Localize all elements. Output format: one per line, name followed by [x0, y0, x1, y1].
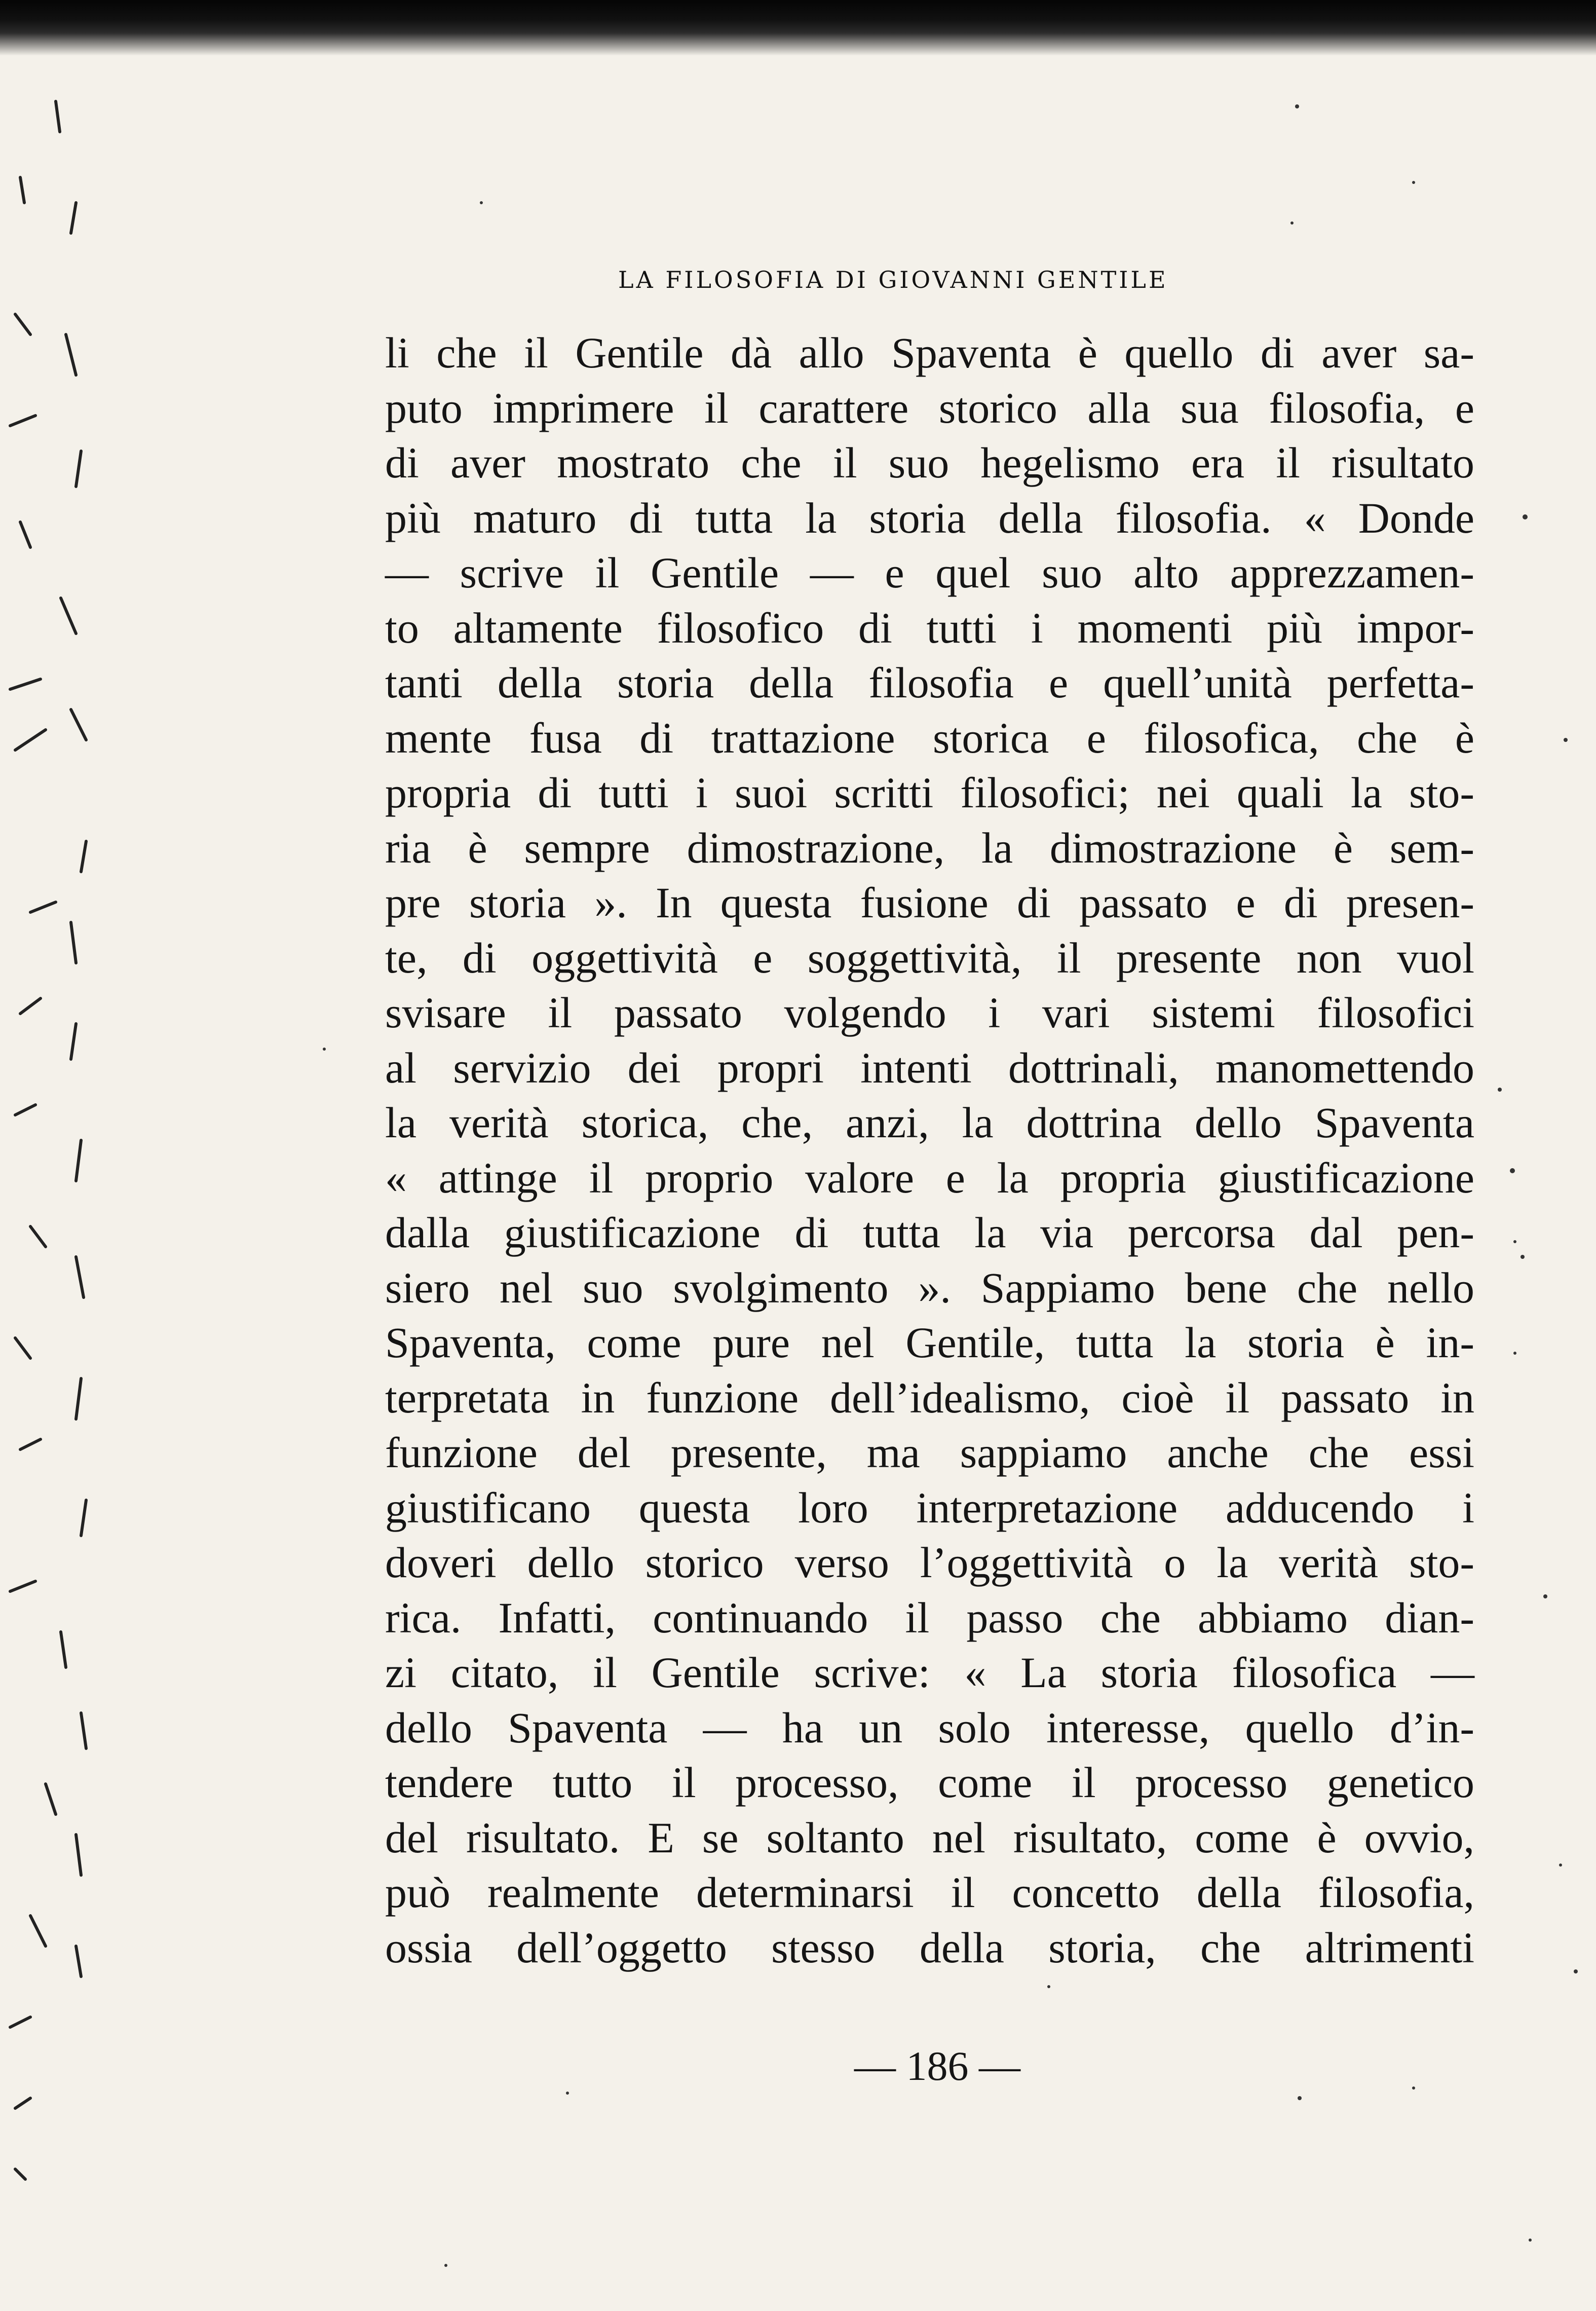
text-line: di aver mostrato che il suo hegelismo era il risultato	[385, 438, 1474, 487]
text-line: del risultato. E se soltanto nel risultato, come è ovvio,	[385, 1813, 1474, 1862]
text-line: puto imprimere il carattere storico alla sua filosofia, e	[385, 383, 1474, 432]
body-text	[385, 325, 1474, 1975]
page-number: — 186 —	[854, 2043, 1020, 2089]
text-line: « attinge il proprio valore e la propria giustificazione	[385, 1153, 1474, 1202]
text-line: svisare il passato volgendo i vari sistemi filosofici	[385, 988, 1474, 1037]
text-line: Spaventa, come pure nel Gentile, tutta la storia è in-	[385, 1318, 1474, 1367]
text-line: ossia dell’oggetto stesso della storia, che altrimenti	[385, 1923, 1474, 1972]
text-line: al servizio dei propri intenti dottrinali, manomettendo	[385, 1043, 1474, 1092]
text-line: la verità storica, che, anzi, la dottrina dello Spaventa	[385, 1098, 1474, 1147]
text-line: doveri dello storico verso l’oggettività o la verità sto-	[385, 1538, 1474, 1587]
text-line: ria è sempre dimostrazione, la dimostrazione è sem-	[385, 823, 1474, 872]
text-line: dalla giustificazione di tutta la via percorsa dal pen-	[385, 1208, 1474, 1257]
text-line: funzione del presente, ma sappiamo anche che essi	[385, 1428, 1474, 1477]
scan-top-edge-shadow	[0, 0, 1596, 56]
text-line: può realmente determinarsi il concetto della filosofia,	[385, 1868, 1474, 1917]
text-line: zi citato, il Gentile scrive: « La storia filosofica —	[385, 1648, 1474, 1697]
text-line: siero nel suo svolgimento ». Sappiamo bene che nello	[385, 1263, 1474, 1312]
text-line: rica. Infatti, continuando il passo che abbiamo dian-	[385, 1593, 1474, 1642]
running-header: LA FILOSOFIA DI GIOVANNI GENTILE	[618, 266, 1168, 293]
text-line: mente fusa di trattazione storica e filosofica, che è	[385, 713, 1474, 762]
text-line: giustificano questa loro interpretazione adducendo i	[385, 1483, 1474, 1532]
text-line: propria di tutti i suoi scritti filosofici; nei quali la sto-	[385, 768, 1474, 817]
text-line: te, di oggettività e soggettività, il presente non vuol	[385, 933, 1474, 982]
text-line: to altamente filosofico di tutti i momenti più impor-	[385, 603, 1474, 652]
text-line: pre storia ». In questa fusione di passato e di presen-	[385, 878, 1474, 927]
text-line: — scrive il Gentile — e quel suo alto apprezzamen-	[385, 548, 1474, 597]
text-line: dello Spaventa — ha un solo interesse, quello d’in-	[385, 1703, 1474, 1752]
text-line: terpretata in funzione dell’idealismo, cioè il passato in	[385, 1373, 1474, 1422]
text-line: li che il Gentile dà allo Spaventa è quello di aver sa-	[385, 328, 1474, 377]
scan-left-margin-marks	[0, 51, 101, 2311]
text-line: più maturo di tutta la storia della filosofia. « Donde	[385, 493, 1474, 542]
text-line: tanti della storia della filosofia e quell’unità perfetta-	[385, 658, 1474, 707]
text-line: tendere tutto il processo, come il processo genetico	[385, 1758, 1474, 1807]
